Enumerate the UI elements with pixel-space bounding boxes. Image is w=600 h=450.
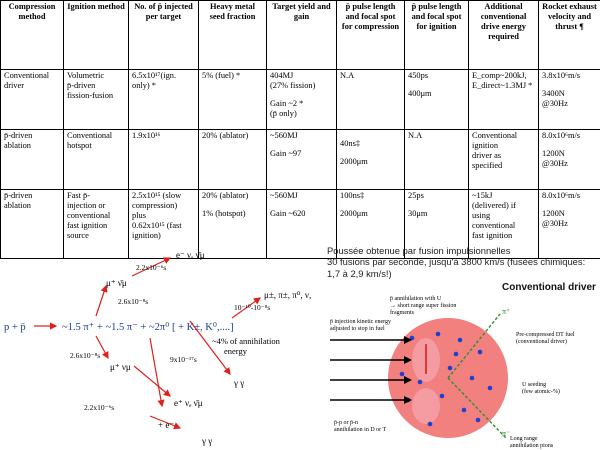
cell-line <box>340 201 401 209</box>
cell-line: 1.9x10¹⁶ <box>132 131 161 140</box>
header-yield: Target yield and gain <box>267 1 337 70</box>
header-exhaust: Rocket exhaust velocity and thrust ¶ <box>539 1 600 70</box>
cell-line: p̄-driven <box>4 191 33 200</box>
cell-line: ignition) <box>132 230 161 240</box>
cell-line: driver <box>4 80 24 90</box>
label-short-range: → short range super fission <box>390 303 457 309</box>
cell-line: plus <box>132 210 146 220</box>
cell-line <box>542 81 597 89</box>
table-cell-compression-pulse <box>337 70 405 130</box>
cell-line: Gain ~620 <box>270 208 306 218</box>
cell-line: ablation <box>4 200 31 210</box>
cell-line: compression) <box>132 200 178 210</box>
time-mu-upper: 2.6x10⁻⁸s <box>118 297 149 306</box>
cell-line: 20% (ablator) <box>202 191 249 200</box>
caption-line: 1,7 à 2,9 km/s!) <box>327 267 392 279</box>
cell-line: fission-fusion <box>67 90 114 100</box>
cell-line: Conventional <box>67 131 113 140</box>
caption-line: 30 fusions par seconde, jusqu'à 3800 km/s (fusées chimiques: <box>327 256 586 268</box>
cell-line: driver as <box>472 150 502 160</box>
cell-line: fast ignition <box>67 220 108 230</box>
table-cell-ignition-pulse <box>405 70 469 130</box>
cell-line: 25ps <box>408 191 424 200</box>
cell-line: 1200N <box>542 148 565 158</box>
cell-line: conventional <box>472 220 516 230</box>
table-cell-seed-fraction <box>199 130 267 190</box>
table-cell-yield-gain <box>267 130 337 190</box>
cell-line: @30Hz <box>542 218 568 228</box>
cell-line: only) * <box>132 80 156 90</box>
label-injection-1: p̄ injection kinetic energy <box>330 319 392 325</box>
cell-line: Gain ~97 <box>270 148 302 158</box>
arrow-lower-e <box>134 366 170 396</box>
product-heavy: μ±, π±, π⁰, ν, <box>264 290 312 300</box>
label-injection-2: adjusted to stop in fuel <box>330 326 385 332</box>
caption-line: Poussée obtenue par fusion impulsionnelles <box>327 245 511 256</box>
table-cell-yield-gain <box>267 70 337 130</box>
product-e-upper: e⁻ νₑ ν̄μ <box>176 250 205 260</box>
label-fragments: fragments <box>390 310 414 316</box>
conventional-driver-diagram <box>330 278 600 450</box>
table-cell-compression <box>1 130 64 190</box>
cell-line: Fast p̄- <box>67 191 91 200</box>
cell-line: using <box>472 210 491 220</box>
header-comp-pulse: p̄ pulse length and focal spot for compression <box>337 1 405 70</box>
product-mu-upper: μ⁺ ν̄μ <box>106 278 127 288</box>
cell-line: N.A <box>340 71 355 80</box>
cell-line <box>408 81 465 89</box>
pi-plus-label: π⁺ <box>502 307 511 316</box>
header-seed: Heavy metal seed fraction <box>199 1 267 70</box>
hot-spot-lower <box>412 388 440 424</box>
table-cell-exhaust <box>539 70 600 130</box>
table-cell-ignition <box>64 70 129 130</box>
cell-line: 2000μm <box>340 156 368 166</box>
cell-line: @30Hz <box>542 158 568 168</box>
time-e-lower: 2.2x10⁻⁶s <box>84 403 115 412</box>
arrow-lower-gamma <box>150 338 162 406</box>
cell-line: N.A <box>408 131 423 140</box>
label-u-seeding-1: U seeding <box>522 382 547 388</box>
annihilation-note-2: energy <box>224 346 247 356</box>
reaction-start: p + p̄ <box>4 322 26 333</box>
cell-line: 450ps <box>408 71 429 80</box>
cell-line: 30μm <box>408 208 428 218</box>
cell-line: 1200N <box>542 208 565 218</box>
label-u-seeding-2: (few atomic-%) <box>522 389 560 395</box>
cell-line <box>542 141 597 149</box>
time-pi0: 9x10⁻¹⁷s <box>170 355 197 364</box>
cell-line: source <box>67 230 89 240</box>
table-cell-compression <box>1 70 64 130</box>
cell-line <box>270 91 333 99</box>
table-cell-drive-energy <box>469 70 539 130</box>
cell-line: conventional <box>67 210 111 220</box>
product-mu-lower: μ⁺ νμ <box>110 362 131 372</box>
label-long-range-1: Long range <box>510 436 538 442</box>
cell-line <box>202 201 263 209</box>
cell-line: 1% (hotspot) <box>202 208 246 218</box>
product-gamma-right: γ γ <box>234 378 245 388</box>
label-annihilation: p̄ annihilation with U <box>390 296 442 302</box>
table-cell-ignition <box>64 130 129 190</box>
cell-line: 2.5x10¹⁵ (slow <box>132 191 182 200</box>
cell-line: 8.0x10⁶m/s <box>542 191 581 200</box>
table-row <box>1 70 600 130</box>
label-pp-annih-1: p̄-p or p̄-n <box>334 420 358 426</box>
header-ign-pulse: p̄ pulse length and focal spot for ignition <box>405 1 469 70</box>
cell-line: @30Hz <box>542 98 568 108</box>
label-precompressed-2: (conventional driver) <box>516 339 567 345</box>
label-pp-annih-2: annihilation in D or T <box>334 427 387 433</box>
cell-line: Conventional <box>472 131 518 140</box>
cell-line: E_direct~1.3MJ * <box>472 80 533 90</box>
cell-line: ~560MJ <box>270 131 298 140</box>
cell-line <box>340 149 401 157</box>
cell-line: ablation <box>4 140 31 150</box>
cell-line <box>270 141 333 149</box>
header-row <box>1 1 600 70</box>
decay-diagram <box>0 246 330 450</box>
table-cell-drive-energy <box>469 130 539 190</box>
time-e-upper: 2.2x10⁻⁶s <box>136 263 167 272</box>
cell-line: 20% (ablator) <box>202 131 249 140</box>
cell-line: 0.62x10¹⁵ (fast <box>132 220 182 230</box>
annihilation-note-1: ~4% of annihilation <box>212 336 280 346</box>
label-long-range-2: annihilation pions <box>510 443 554 449</box>
cell-line: (p̄ only) <box>270 108 297 118</box>
cell-line: 400μm <box>408 88 432 98</box>
table-row <box>1 130 600 190</box>
arrow-upper <box>96 286 106 316</box>
cell-line: (delivered) if <box>472 200 516 210</box>
cell-line <box>408 201 465 209</box>
cell-line: Gain ~2 * <box>270 98 304 108</box>
cell-line: 3.8x10⁶m/s <box>542 71 581 80</box>
time-mu-lower: 2.6x10⁻⁸s <box>70 351 101 360</box>
table-cell-ignition-pulse <box>405 130 469 190</box>
header-compression: Compression method <box>1 1 64 70</box>
cell-line: 8.0x10⁶m/s <box>542 131 581 140</box>
cell-line: hotspot <box>67 140 92 150</box>
cell-line: injection or <box>67 200 106 210</box>
table-cell-exhaust <box>539 130 600 190</box>
time-heavy: 10⁻¹⁰-10⁻⁸s <box>234 303 271 312</box>
label-precompressed-1: Pre-compressed DT fuel <box>516 332 575 338</box>
cell-line: 5% (fuel) * <box>202 71 241 80</box>
table-cell-compression-pulse <box>337 130 405 190</box>
cell-line <box>340 131 401 139</box>
cell-line: ~15kJ <box>472 191 493 200</box>
product-gamma-bottom: γ γ <box>202 436 213 446</box>
cell-line: Volumetric <box>67 71 105 80</box>
cell-line: 2000μm <box>340 208 368 218</box>
cell-line: p̄-driven <box>4 131 33 140</box>
header-ignition: Ignition method <box>64 1 129 70</box>
cell-line: fast ignition <box>472 230 513 240</box>
reaction-main: ~1.5 π⁺ + ~1.5 π⁻ + ~2π⁰ [ + K±, K⁰,....] <box>62 322 234 333</box>
pi-minus-label: π⁻ <box>502 429 511 438</box>
table-cell-seed-fraction <box>199 70 267 130</box>
cell-line <box>270 201 333 209</box>
cell-line: 40ns‡ <box>340 139 361 148</box>
cell-line <box>542 201 597 209</box>
cell-line: 6.5x10¹⁷(ign. <box>132 71 177 80</box>
table-cell-n-antiprotons <box>129 130 199 190</box>
header-drive: Additional conventional drive energy required <box>469 1 539 70</box>
product-e-minus: + e⁻ <box>158 420 175 430</box>
caption <box>327 245 600 279</box>
cell-line: ignition <box>472 140 499 150</box>
cell-line: (27% fission) <box>270 80 316 90</box>
driver-title: Conventional driver <box>502 282 596 293</box>
cell-line: ~560MJ <box>270 191 298 200</box>
product-e-lower: e⁺ νₑ ν̄μ <box>174 398 203 408</box>
cell-line: 100ns‡ <box>340 191 365 200</box>
cell-line: p̄-driven <box>67 80 96 90</box>
header-antiprotons: No. of p̄ injected per target <box>129 1 199 70</box>
cell-line: 404MJ <box>270 71 294 80</box>
cell-line: 3400N <box>542 88 565 98</box>
cell-line: specified <box>472 160 503 170</box>
cell-line: E_comp~200kJ, <box>472 71 527 80</box>
cell-line: Conventional <box>4 71 50 80</box>
table-cell-n-antiprotons <box>129 70 199 130</box>
